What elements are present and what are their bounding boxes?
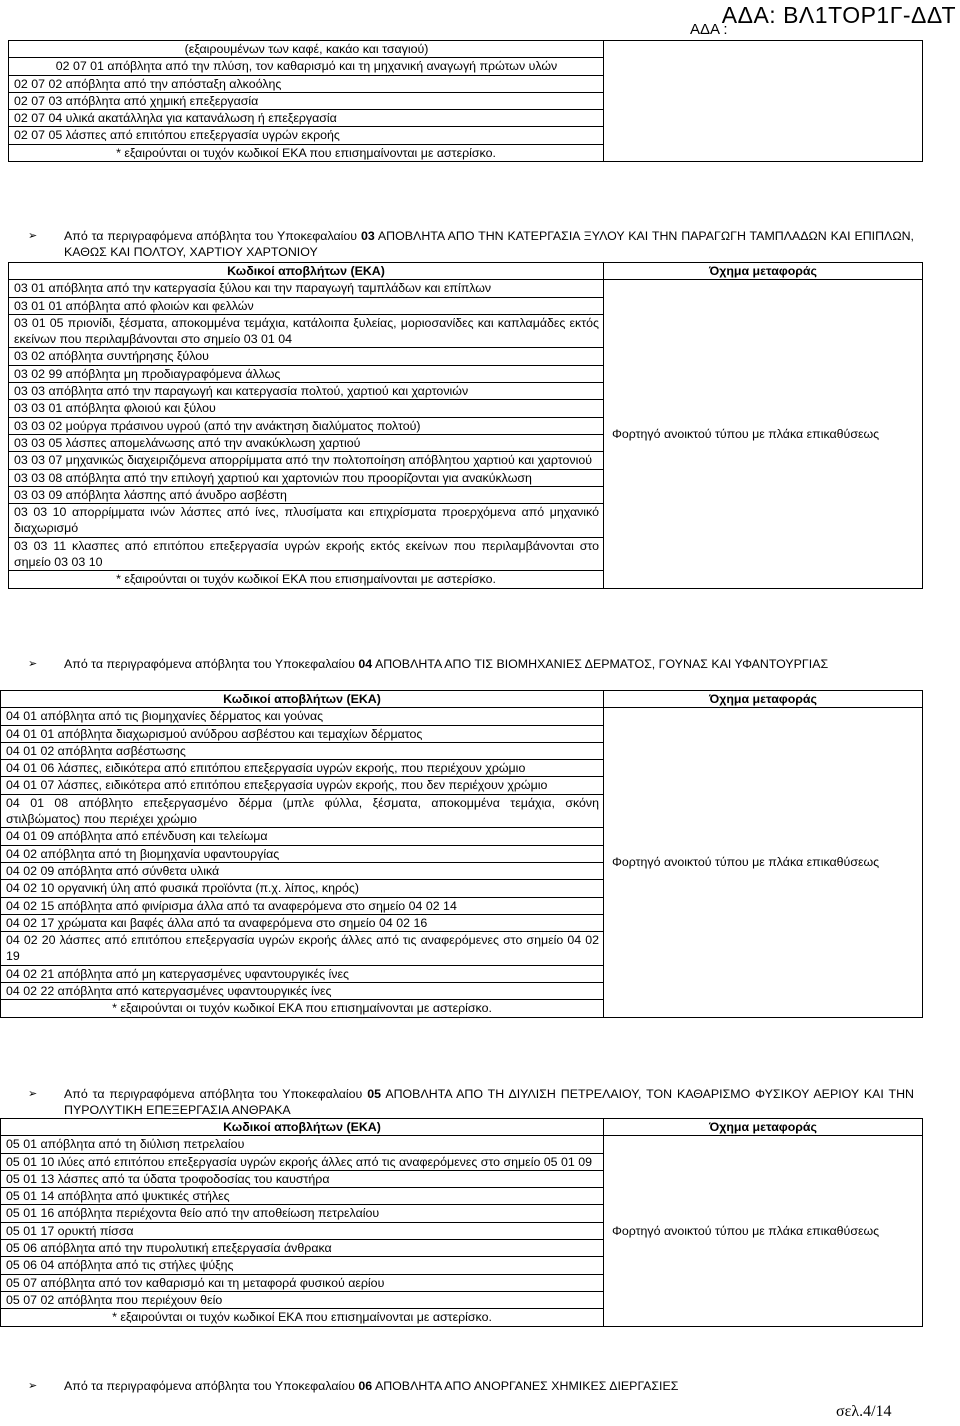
table-header-row xyxy=(1,691,923,708)
column-header-transport: Όχημα μεταφοράς xyxy=(604,691,923,708)
waste-code-row: 05 07 απόβλητα από τον καθαρισμό και τη μεταφορά φυσικού αερίου xyxy=(1,1274,604,1291)
waste-code-row: 02 07 01 απόβλητα από την πλύση, τον καθαρισμό και τη μηχανική αναγωγή πρώτων υλών xyxy=(9,58,604,75)
waste-code-row: 04 02 15 απόβλητα από φινίρισμα άλλα από τα αναφερόμενα στο σημείο 04 02 14 xyxy=(1,897,604,914)
waste-code-row: 03 01 απόβλητα από την κατεργασία ξύλου και την παραγωγή ταμπλάδων και επίπλων xyxy=(9,280,604,297)
waste-code-row: 04 02 21 απόβλητα από μη κατεργασμένες υφαντουργικές ίνες xyxy=(1,965,604,982)
column-header-codes: Κωδικοί αποβλήτων (ΕΚΑ) xyxy=(9,263,604,280)
heading-intro: Από τα περιγραφόμενα απόβλητα του Υποκεφαλαίου xyxy=(64,229,358,243)
table-row xyxy=(9,280,923,297)
waste-code-row: 04 01 01 απόβλητα διαχωρισμού ανύδρου ασβέστου και τεμαχίων δέρματος xyxy=(1,725,604,742)
waste-code-row: 05 07 02 απόβλητα που περιέχουν θείο xyxy=(1,1291,604,1308)
section-heading-04 xyxy=(28,656,914,672)
chapter-number: 06 xyxy=(358,1379,373,1393)
table-header-row xyxy=(1,1119,923,1136)
waste-code-row: 04 01 07 λάσπες, ειδικότερα από επιτόπου επεξεργασία υγρών εκροής, που δεν περιέχουν χρώμιο xyxy=(1,777,604,794)
column-header-transport: Όχημα μεταφοράς xyxy=(604,263,923,280)
waste-code-row: (εξαιρουμένων των καφέ, κακάο και τσαγιού) xyxy=(9,41,604,58)
waste-code-row: 03 03 05 λάσπες απομελάνωσης από την ανακύκλωση χαρτιού xyxy=(9,434,604,451)
table-header-row xyxy=(9,263,923,280)
waste-code-row: 04 01 06 λάσπες, ειδικότερα από επιτόπου επεξεργασία υγρών εκροής, που περιέχουν χρώμιο xyxy=(1,760,604,777)
column-header-codes: Κωδικοί αποβλήτων (ΕΚΑ) xyxy=(1,691,604,708)
transport-vehicle: Φορτηγό ανοικτού τύπου με πλάκα επικαθύσεως xyxy=(612,426,880,441)
waste-code-row: 03 03 απόβλητα από την παραγωγή και κατεργασία πολτού, χαρτιού και χαρτονιών xyxy=(9,383,604,400)
heading-intro: Από τα περιγραφόμενα απόβλητα του Υποκεφαλαίου xyxy=(64,657,355,671)
transport-cell xyxy=(604,280,923,588)
waste-code-row: 04 02 09 απόβλητα από σύνθετα υλικά xyxy=(1,862,604,879)
ada-label: ΑΔΑ : xyxy=(690,21,728,38)
waste-code-row: 03 02 απόβλητα συντήρησης ξύλου xyxy=(9,348,604,365)
waste-code-row: 04 01 02 απόβλητα ασβέστωσης xyxy=(1,742,604,759)
arrow-bullet-icon: ➢ xyxy=(28,230,38,242)
exclusion-note: * εξαιρούνται οι τυχόν κωδικοί ΕΚΑ που επισημαίνονται με αστερίσκο. xyxy=(1,1309,604,1326)
waste-table-04 xyxy=(0,690,923,1018)
waste-code-row: 04 01 08 απόβλητο επεξεργασμένο δέρμα (μπλε φύλλα, ξέσματα, αποκομμένα τεμάχια, σκόνη στιλβώματος) που περιέχει χρώμιο xyxy=(1,794,604,828)
waste-code-row: 02 07 04 υλικά ακατάλληλα για κατανάλωση ή επεξεργασία xyxy=(9,110,604,127)
arrow-bullet-icon: ➢ xyxy=(28,1380,38,1392)
waste-code-row: 05 01 17 ορυκτή πίσσα xyxy=(1,1222,604,1239)
waste-code-row: 04 01 09 απόβλητα από επένδυση και τελείωμα xyxy=(1,828,604,845)
waste-code-row: 02 07 03 απόβλητα από χημική επεξεργασία xyxy=(9,92,604,109)
waste-code-row: 05 06 απόβλητα από την πυρολυτική επεξεργασία άνθρακα xyxy=(1,1240,604,1257)
waste-code-row: 05 01 14 απόβλητα από ψυκτικές στήλες xyxy=(1,1188,604,1205)
waste-code-row: 04 01 απόβλητα από τις βιομηχανίες δέρματος και γούνας xyxy=(1,708,604,725)
column-header-codes: Κωδικοί αποβλήτων (ΕΚΑ) xyxy=(1,1119,604,1136)
section-heading-03 xyxy=(28,228,914,261)
table-row xyxy=(9,41,923,58)
chapter-title: ΑΠΟΒΛΗΤΑ ΑΠΟ ΤΗ ΔΙΥΛΙΣΗ ΠΕΤΡΕΛΑΙΟΥ, ΤΟΝ ΚΑΘΑΡΙΣΜΟ ΦΥΣΙΚΟΥ ΑΕΡΙΟΥ ΚΑΙ ΤΗΝ ΠΥΡΟΛΥΤΙΚΗ ΕΠΕΞΕΡΓΑΣΙΑ ΑΝΘΡΑΚΑ xyxy=(64,1087,914,1118)
waste-code-row: 03 03 10 απορρίμματα ινών λάσπες από ίνες, πλυσίματα και επιχρίσματα προερχόμενα από μηχανικό διαχωρισμό xyxy=(9,504,604,538)
table-row xyxy=(1,708,923,725)
waste-code-row: 04 02 10 οργανική ύλη από φυσικά προϊόντα (π.χ. λίπος, κηρός) xyxy=(1,880,604,897)
column-header-transport: Όχημα μεταφοράς xyxy=(604,1119,923,1136)
waste-code-row: 03 03 08 απόβλητα από την επιλογή χαρτιού και χαρτονιών που προορίζονται για ανακύκλωση xyxy=(9,469,604,486)
arrow-bullet-icon: ➢ xyxy=(28,658,38,670)
waste-code-row: 05 01 16 απόβλητα περιέχοντα θείο από την αποθείωση πετρελαίου xyxy=(1,1205,604,1222)
waste-code-row: 03 03 11 κλασπες από επιτόπου επεξεργασία υγρών εκροής εκτός εκείνων που περιλαμβάνονται στο σημείο 03 03 10 xyxy=(9,537,604,571)
waste-code-row: 02 07 05 λάσπες από επιτόπου επεξεργασία υγρών εκροής xyxy=(9,127,604,144)
waste-code-row: 03 01 01 απόβλητα από φλοιών και φελλών xyxy=(9,297,604,314)
waste-code-row: 05 01 10 ιλύες από επιτόπου επεξεργασία υγρών εκροής άλλες από τις αναφερόμενες στο σημείο 05 01 09 xyxy=(1,1153,604,1170)
ada-code: ΑΔΑ: ΒΛ1ΤΟΡ1Γ-ΔΔΤ xyxy=(721,2,956,28)
waste-code-row: 04 02 απόβλητα από τη βιομηχανία υφαντουργίας xyxy=(1,845,604,862)
waste-code-row: 03 03 09 απόβλητα λάσπης από άνυδρο ασβέστη xyxy=(9,486,604,503)
waste-code-row: 05 01 απόβλητα από τη διύλιση πετρελαίου xyxy=(1,1136,604,1153)
waste-code-row: 03 01 05 πριονίδι, ξέσματα, αποκομμένα τεμάχια, κατάλοιπα ξυλείας, μοριοσανίδες και καπλαμάδες εκτός εκείνων που περιλαμβάνονται στο σημείο 03 01 04 xyxy=(9,314,604,348)
transport-cell xyxy=(604,41,923,162)
waste-code-row: 04 02 17 χρώματα και βαφές άλλα από τα αναφερόμενα στο σημείο 04 02 16 xyxy=(1,914,604,931)
transport-cell xyxy=(604,708,923,1017)
chapter-title: ΑΠΟΒΛΗΤΑ ΑΠΟ ΤΗΝ ΚΑΤΕΡΓΑΣΙΑ ΞΥΛΟΥ ΚΑΙ ΤΗΝ ΠΑΡΑΓΩΓΗ ΤΑΜΠΛΑΔΩΝ ΚΑΙ ΕΠΙΠΛΩΝ, ΚΑΘΩΣ ΚΑΙ ΠΟΛΤΟΥ, ΧΑΡΤΙΟΥ ΧΑΡΤΟΝΙΟΥ xyxy=(64,229,914,260)
heading-intro: Από τα περιγραφόμενα απόβλητα του Υποκεφαλαίου xyxy=(64,1379,355,1393)
waste-code-row: 02 07 02 απόβλητα από την απόσταξη αλκοόλης xyxy=(9,75,604,92)
chapter-title: ΑΠΟΒΛΗΤΑ ΑΠΟ ΤΙΣ ΒΙΟΜΗΧΑΝΙΕΣ ΔΕΡΜΑΤΟΣ, ΓΟΥΝΑΣ ΚΑΙ ΥΦΑΝΤΟΥΡΓΙΑΣ xyxy=(374,657,829,671)
chapter-number: 03 xyxy=(360,229,375,243)
section-heading-05 xyxy=(28,1086,914,1119)
exclusion-note: * εξαιρούνται οι τυχόν κωδικοί ΕΚΑ που επισημαίνονται με αστερίσκο. xyxy=(1,1000,604,1017)
transport-cell xyxy=(604,1136,923,1326)
exclusion-note: * εξαιρούνται οι τυχόν κωδικοί ΕΚΑ που επισημαίνονται με αστερίσκο. xyxy=(9,571,604,588)
waste-code-row: 03 03 07 μηχανικώς διαχειριζόμενα απορρίμματα από την πολτοποίηση απόβλητου χαρτιού και χαρτονιού xyxy=(9,452,604,469)
transport-vehicle: Φορτηγό ανοικτού τύπου με πλάκα επικαθύσεως xyxy=(612,1223,880,1238)
heading-intro: Από τα περιγραφόμενα απόβλητα του Υποκεφαλαίου xyxy=(64,1087,363,1101)
waste-code-row: 05 06 04 απόβλητα από τις στήλες ψύξης xyxy=(1,1257,604,1274)
table-row xyxy=(1,1136,923,1153)
waste-table-05 xyxy=(0,1118,923,1327)
arrow-bullet-icon: ➢ xyxy=(28,1088,38,1100)
page-number: σελ.4/14 xyxy=(836,1403,892,1420)
waste-table-03 xyxy=(8,262,923,589)
chapter-number: 04 xyxy=(358,657,373,671)
waste-code-row: 03 03 02 μούργα πράσινου υγρού (από την ανάκτηση διαλύματος πολτού) xyxy=(9,417,604,434)
waste-code-row: 03 02 99 απόβλητα μη προδιαγραφόμενα άλλως xyxy=(9,365,604,382)
waste-code-row: 04 02 20 λάσπες από επιτόπου επεξεργασία υγρών εκροής άλλες από τις αναφερόμενες στο σημείο 04 02 19 xyxy=(1,932,604,966)
chapter-title: ΑΠΟΒΛΗΤΑ ΑΠΟ ΑΝΟΡΓΑΝΕΣ ΧΗΜΙΚΕΣ ΔΙΕΡΓΑΣΙΕΣ xyxy=(374,1379,679,1393)
exclusion-note: * εξαιρούνται οι τυχόν κωδικοί ΕΚΑ που επισημαίνονται με αστερίσκο. xyxy=(9,144,604,161)
waste-code-row: 05 01 13 λάσπες από τα ύδατα τροφοδοσίας του καυστήρα xyxy=(1,1170,604,1187)
waste-code-row: 04 02 22 απόβλητα από κατεργασμένες υφαντουργικές ίνες xyxy=(1,983,604,1000)
waste-code-row: 03 03 01 απόβλητα φλοιού και ξύλου xyxy=(9,400,604,417)
waste-table-02 xyxy=(8,40,923,162)
section-heading-06 xyxy=(28,1378,914,1394)
chapter-number: 05 xyxy=(367,1087,382,1101)
transport-vehicle: Φορτηγό ανοικτού τύπου με πλάκα επικαθύσεως xyxy=(612,855,880,870)
